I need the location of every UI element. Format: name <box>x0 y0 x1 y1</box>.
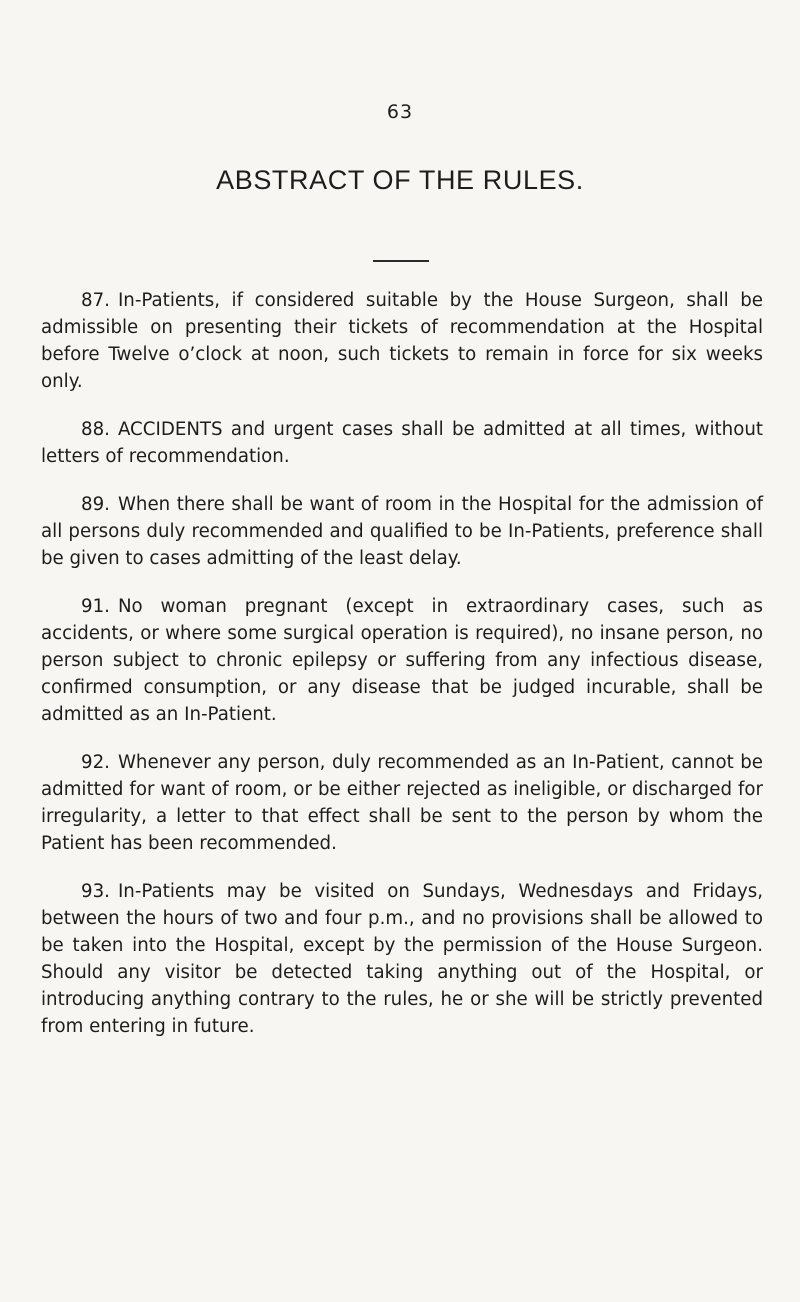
rule-number: 92. <box>81 752 110 773</box>
rule-number: 93. <box>81 881 110 902</box>
rule-text: Whenever any person, duly recommended as an In-Patient, cannot be admitted for want of room, or be either rejected as ineligible, or discharged for irregularity, a letter to that effect shall be sent to the person by whom the Patient has been recommended. <box>41 752 763 854</box>
rule-text: No woman pregnant (except in extraordinary cases, such as accidents, or where some surgical operation is required), no insane person, no person subject to chronic epilepsy or suffering from any infectious disease, confirmed consumption, or any disease that be judged incurable, shall be admitted as an In-Patient. <box>41 596 763 725</box>
rule-89 <box>41 491 763 572</box>
rule-number: 89. <box>81 494 110 515</box>
rules-list <box>41 287 763 1061</box>
rule-87 <box>41 287 763 395</box>
rule-91 <box>41 593 763 728</box>
rule-text: ACCIDENTS and urgent cases shall be admitted at all times, without letters of recommendation. <box>41 419 763 467</box>
rule-93 <box>41 878 763 1040</box>
rule-text: In-Patients may be visited on Sundays, Wednesdays and Fridays, between the hours of two and four p.m., and no provisions shall be allowed to be taken into the Hospital, except by the permission of the House Surgeon. Should any visitor be detected taking anything out of the Hospital, or introducing anything contrary to the rules, he or she will be strictly prevented from entering in future. <box>41 881 763 1037</box>
rule-number: 87. <box>81 290 110 311</box>
rule-92 <box>41 749 763 857</box>
page-title: ABSTRACT OF THE RULES. <box>216 165 584 195</box>
rule-text: When there shall be want of room in the Hospital for the admission of all persons duly recommended and qualified to be In-Patients, preference shall be given to cases admitting of the least delay. <box>41 494 763 569</box>
rule-text: In-Patients, if considered suitable by the House Surgeon, shall be admissible on presenting their tickets of recommendation at the Hospital before Twelve o’clock at noon, such tickets to remain in force for six weeks only. <box>41 290 763 392</box>
page-number: 63 <box>386 101 414 123</box>
rule-number: 88. <box>81 419 110 440</box>
rule-number: 91. <box>81 596 110 617</box>
rule-88 <box>41 416 763 470</box>
title-divider <box>373 260 429 262</box>
